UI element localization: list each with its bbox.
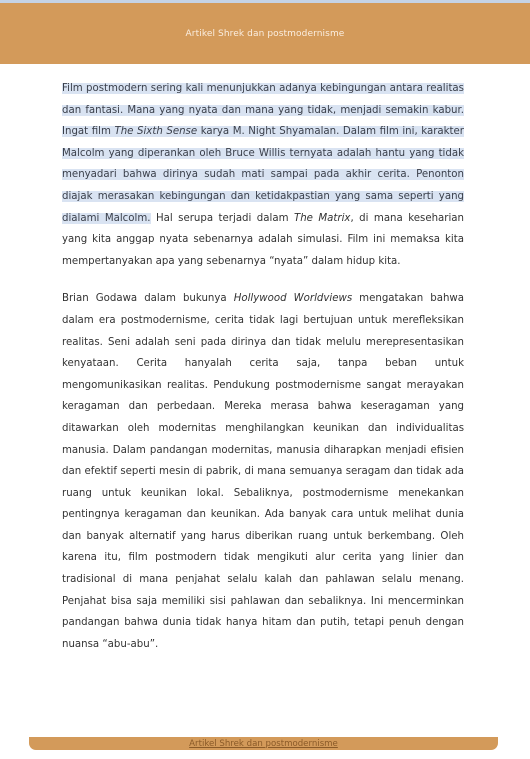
footer-link[interactable]: Artikel Shrek dan postmodernisme xyxy=(189,738,338,749)
text-run: Brian Godawa dalam bukunya xyxy=(62,293,234,305)
book-title: Hollywood Worldviews xyxy=(233,293,353,305)
text-run: Film postmodern sering kali menunjukkan adanya kebingungan antara realitas dan fantasi. Mana yang nyata dan mana yang tidak, menjadi semakin kabur. Ingat film xyxy=(62,83,464,138)
text-run: , di mana keseharian yang kita anggap nyata sebenarnya adalah simulasi. Film ini memaksa kita mempertanyakan apa yang sebenarnya “nyata” dalam hidup kita. xyxy=(62,212,465,267)
text-run: karya M. Night Shyamalan. Dalam film ini, karakter Malcolm yang diperankan oleh Bruce Willis ternyata adalah hantu yang tidak menyadari bahwa dirinya sudah mati sampai pada akhir cerita. Penonton diajak merasakan kebingungan dan ketidakpastian yang sama seperti yang dialami Malcolm. xyxy=(62,126,464,224)
selected-text[interactable] xyxy=(62,83,464,224)
film-title-matrix: The Matrix xyxy=(293,212,351,224)
header-title: Artikel Shrek dan postmodernisme xyxy=(185,28,345,39)
page-footer xyxy=(29,737,498,750)
paragraph-2 xyxy=(62,288,464,655)
text-run: mengatakan bahwa dalam era postmodernisme, cerita tidak lagi bertujuan untuk merefleksikan realitas. Seni adalah seni pada dirinya dan tidak melulu merepresentasikan kenyataan. Cerita hanyalah cerita saja, tanpa beban untuk mengomunikasikan realitas. Pendukung postmodernisme sangat merayakan keragaman dan perbedaan. Mereka merasa bahwa keseragaman yang ditawarkan oleh modernitas menghilangkan keunikan dan individualitas manusia. Dalam pandangan modernitas, manusia diharapkan menjadi efisien dan efektif seperti mesin di pabrik, di mana semuanya seragam dan tidak ada ruang untuk keunikan lokal. Sebaliknya, postmodernisme menekankan pentingnya keragaman dan keunikan. Ada banyak cara untuk melihat dunia dan banyak alternatif yang harus diberikan ruang untuk berkembang. Oleh karena itu, film postmodern tidak mengikuti alur cerita yang linier dan tradisional di mana penjahat selalu kalah dan pahlawan selalu menang. Penjahat bisa saja memiliki sisi pahlawan dan sebaliknya. Ini mencerminkan pandangan bahwa dunia tidak hanya hitam dan putih, tetapi penuh dengan nuansa “abu-abu”. xyxy=(62,293,464,650)
text-run: Hal serupa terjadi dalam xyxy=(150,212,294,224)
page-header xyxy=(0,3,530,64)
paragraph-1 xyxy=(62,78,464,272)
film-title-sixth-sense: The Sixth Sense xyxy=(114,126,198,138)
article-body xyxy=(62,78,464,671)
